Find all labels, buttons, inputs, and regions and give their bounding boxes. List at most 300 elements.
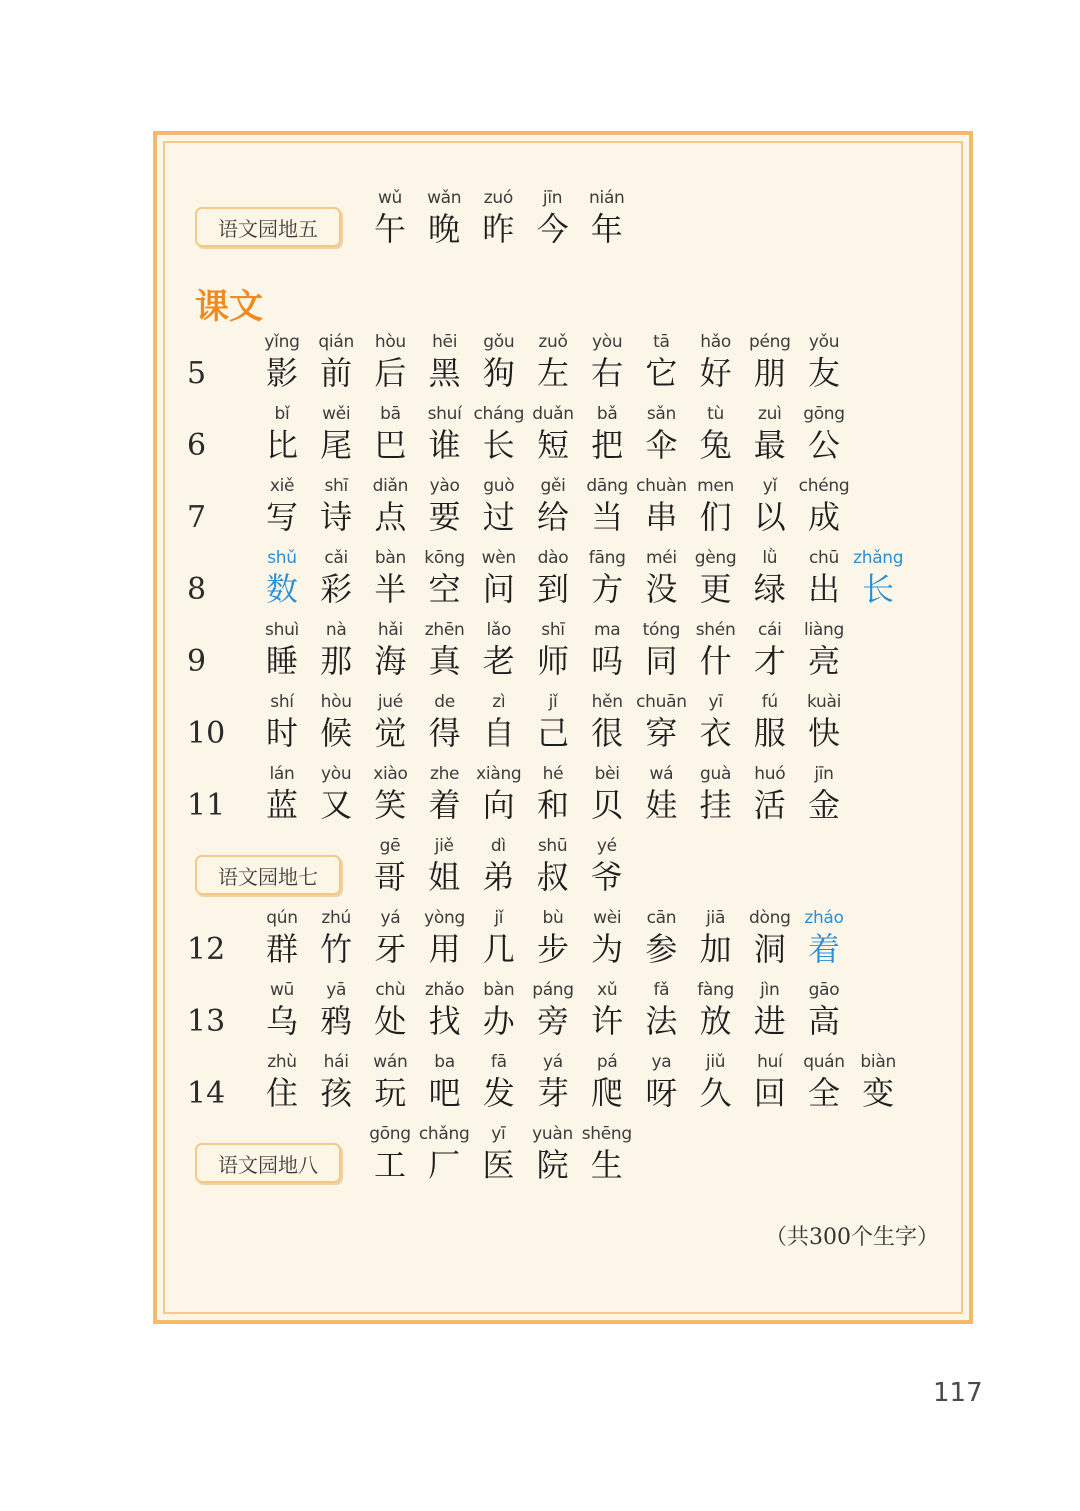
unit-row	[157, 1123, 969, 1185]
character-cell	[526, 763, 580, 825]
hanzi: 候	[320, 714, 353, 752]
character-cell	[363, 979, 417, 1041]
hanzi: 过	[482, 498, 515, 536]
hanzi: 贝	[591, 786, 624, 824]
character-cell	[309, 331, 363, 393]
pinyin: hòu	[374, 332, 406, 352]
character-cell	[743, 403, 797, 465]
character-cell	[418, 691, 472, 753]
hanzi: 亮	[807, 642, 840, 680]
pinyin: shí	[270, 692, 294, 712]
hanzi: 半	[374, 570, 407, 608]
hanzi: 今	[536, 210, 569, 248]
hanzi: 长	[862, 570, 895, 608]
hanzi: 向	[482, 786, 515, 824]
hanzi: 那	[320, 642, 353, 680]
pinyin: huí	[757, 1052, 783, 1072]
lesson-number: 7	[187, 500, 207, 535]
hanzi: 彩	[320, 570, 353, 608]
character-cell	[689, 907, 743, 969]
hanzi: 后	[374, 354, 407, 392]
hanzi: 晚	[428, 210, 461, 248]
pinyin: wán	[373, 1052, 408, 1072]
hanzi: 服	[753, 714, 786, 752]
pinyin: yǐng	[264, 332, 300, 352]
hanzi: 方	[591, 570, 624, 608]
character-cell	[418, 979, 472, 1041]
hanzi: 法	[645, 1002, 678, 1040]
pinyin: wá	[649, 764, 674, 784]
hanzi: 乌	[265, 1002, 298, 1040]
character-list-panel	[153, 131, 973, 1324]
hanzi: 伞	[645, 426, 678, 464]
pinyin: chéng	[798, 476, 850, 496]
character-cell	[689, 619, 743, 681]
hanzi: 海	[374, 642, 407, 680]
pinyin: shū	[537, 836, 568, 856]
character-cell	[634, 475, 688, 537]
character-cell	[797, 763, 851, 825]
hanzi: 弟	[482, 858, 515, 896]
hanzi: 真	[428, 642, 461, 680]
character-cell	[418, 1051, 472, 1113]
lesson-row	[157, 331, 969, 393]
character-cell	[363, 619, 417, 681]
pinyin: qún	[266, 908, 298, 928]
hanzi: 要	[428, 498, 461, 536]
pinyin: cái	[758, 620, 782, 640]
pinyin: bàn	[374, 548, 406, 568]
pinyin: páng	[532, 980, 574, 1000]
character-cell	[851, 1051, 905, 1113]
hanzi: 没	[645, 570, 678, 608]
hanzi: 点	[374, 498, 407, 536]
character-cell	[851, 547, 905, 609]
hanzi: 牙	[374, 930, 407, 968]
hanzi: 哥	[373, 858, 406, 896]
pinyin: chuān	[636, 692, 687, 712]
character-cell	[797, 475, 851, 537]
character-cell	[689, 403, 743, 465]
pinyin: gē	[379, 836, 401, 856]
pinyin: yā	[326, 980, 347, 1000]
pinyin: quán	[803, 1052, 845, 1072]
pinyin: bǐ	[274, 404, 290, 424]
pinyin: xiě	[269, 476, 295, 496]
hanzi: 蓝	[265, 786, 298, 824]
pinyin: lán	[269, 764, 295, 784]
hanzi: 孩	[320, 1074, 353, 1112]
character-cell	[634, 1051, 688, 1113]
pinyin: zuì	[758, 404, 782, 424]
hanzi: 芽	[536, 1074, 569, 1112]
character-cell	[526, 1051, 580, 1113]
pinyin: jiā	[706, 908, 726, 928]
pinyin: zháo	[804, 908, 844, 928]
character-cell	[363, 331, 417, 393]
pinyin: gōng	[803, 404, 845, 424]
hanzi: 数	[265, 570, 298, 608]
pinyin: tù	[707, 404, 725, 424]
character-cell	[255, 691, 309, 753]
pinyin: dào	[537, 548, 569, 568]
lesson-row	[157, 475, 969, 537]
pinyin: zuó	[483, 188, 513, 208]
hanzi: 工	[373, 1146, 406, 1184]
pinyin: péng	[748, 332, 791, 352]
hanzi: 很	[591, 714, 624, 752]
character-cell	[797, 907, 851, 969]
hanzi: 吗	[591, 642, 624, 680]
character-cell	[255, 619, 309, 681]
character-cell	[526, 187, 580, 249]
character-cell	[526, 475, 580, 537]
hanzi: 空	[428, 570, 461, 608]
pinyin: sǎn	[646, 404, 676, 424]
hanzi: 爬	[591, 1074, 624, 1112]
pinyin: ma	[593, 620, 621, 640]
pinyin: xǔ	[597, 980, 618, 1000]
pinyin: yǒu	[808, 332, 840, 352]
character-cell	[689, 979, 743, 1041]
character-cell	[580, 475, 634, 537]
character-cell	[797, 403, 851, 465]
unit-row	[157, 835, 969, 897]
character-cell	[309, 979, 363, 1041]
character-cell	[472, 691, 526, 753]
character-cell	[580, 1051, 634, 1113]
character-cell	[526, 835, 580, 897]
hanzi: 全	[807, 1074, 840, 1112]
hanzi: 群	[265, 930, 298, 968]
pinyin: wǎn	[427, 188, 462, 208]
pinyin: hòu	[320, 692, 352, 712]
unit-label: 语文园地八	[195, 1143, 341, 1183]
pinyin: hǎi	[377, 620, 403, 640]
character-cell	[689, 691, 743, 753]
character-cell	[526, 1123, 580, 1185]
hanzi: 厂	[428, 1146, 461, 1184]
hanzi: 办	[482, 1002, 515, 1040]
pinyin: yòu	[321, 764, 352, 784]
pinyin: cān	[646, 908, 677, 928]
hanzi: 着	[428, 786, 461, 824]
pinyin: gōng	[369, 1124, 411, 1144]
hanzi: 觉	[374, 714, 407, 752]
pinyin: zì	[492, 692, 506, 712]
pinyin: yòu	[592, 332, 623, 352]
hanzi: 问	[482, 570, 515, 608]
pinyin: tā	[653, 332, 670, 352]
pinyin: yī	[708, 692, 723, 712]
hanzi: 进	[753, 1002, 786, 1040]
pinyin: gǒu	[483, 332, 515, 352]
character-cell	[526, 907, 580, 969]
character-cell	[309, 907, 363, 969]
hanzi: 给	[536, 498, 569, 536]
hanzi: 睡	[265, 642, 298, 680]
hanzi: 金	[807, 786, 840, 824]
lesson-row	[157, 547, 969, 609]
character-cell	[363, 547, 417, 609]
character-cell	[471, 187, 525, 249]
hanzi: 院	[536, 1146, 569, 1184]
hanzi: 旁	[536, 1002, 569, 1040]
pinyin: shuí	[427, 404, 462, 424]
pinyin: wèi	[593, 908, 622, 928]
character-cell	[472, 547, 526, 609]
hanzi: 快	[807, 714, 840, 752]
character-cell	[472, 763, 526, 825]
hanzi: 黑	[428, 354, 461, 392]
hanzi: 参	[645, 930, 678, 968]
character-cell	[634, 403, 688, 465]
hanzi: 它	[645, 354, 678, 392]
character-cell	[580, 907, 634, 969]
character-cell	[797, 691, 851, 753]
character-cell	[309, 403, 363, 465]
character-cell	[363, 835, 417, 897]
pinyin: zhǎng	[853, 548, 904, 568]
pinyin: wèn	[481, 548, 516, 568]
lesson-row	[157, 619, 969, 681]
pinyin: xiào	[373, 764, 408, 784]
hanzi: 到	[536, 570, 569, 608]
page-number: 117	[933, 1378, 983, 1408]
lesson-row	[157, 763, 969, 825]
character-cell	[743, 547, 797, 609]
hanzi: 为	[591, 930, 624, 968]
hanzi: 叔	[536, 858, 569, 896]
hanzi: 昨	[482, 210, 515, 248]
pinyin: fǎ	[653, 980, 670, 1000]
hanzi: 写	[265, 498, 298, 536]
hanzi: 左	[536, 354, 569, 392]
hanzi: 前	[320, 354, 353, 392]
character-cell	[418, 475, 472, 537]
pinyin: kuài	[806, 692, 842, 712]
character-cell	[689, 475, 743, 537]
pinyin: qián	[318, 332, 354, 352]
hanzi: 比	[265, 426, 298, 464]
character-cell	[797, 331, 851, 393]
hanzi: 爷	[590, 858, 623, 896]
hanzi: 尾	[320, 426, 353, 464]
hanzi: 步	[536, 930, 569, 968]
pinyin: tóng	[642, 620, 681, 640]
pinyin: nián	[589, 188, 625, 208]
hanzi: 巴	[374, 426, 407, 464]
hanzi: 当	[591, 498, 624, 536]
character-cell	[526, 691, 580, 753]
pinyin: chuàn	[636, 476, 687, 496]
hanzi: 们	[699, 498, 732, 536]
pinyin: wū	[269, 980, 295, 1000]
character-cell	[634, 547, 688, 609]
character-cell	[743, 1051, 797, 1113]
character-cell	[255, 331, 309, 393]
character-cell	[472, 403, 526, 465]
pinyin: bàn	[483, 980, 515, 1000]
hanzi: 姐	[428, 858, 461, 896]
character-cell	[743, 619, 797, 681]
hanzi: 右	[591, 354, 624, 392]
character-cell	[580, 619, 634, 681]
pinyin: fú	[761, 692, 778, 712]
pinyin: zuǒ	[538, 332, 568, 352]
character-cell	[309, 547, 363, 609]
hanzi: 洞	[753, 930, 786, 968]
hanzi: 又	[320, 786, 353, 824]
character-cell	[580, 763, 634, 825]
hanzi: 友	[807, 354, 840, 392]
pinyin: shuì	[265, 620, 299, 640]
hanzi: 公	[807, 426, 840, 464]
character-cell	[472, 1051, 526, 1113]
hanzi: 短	[536, 426, 569, 464]
lesson-number: 13	[187, 1004, 226, 1039]
hanzi: 处	[374, 1002, 407, 1040]
pinyin: yuàn	[532, 1124, 573, 1144]
hanzi: 久	[699, 1074, 732, 1112]
character-cell	[255, 763, 309, 825]
hanzi: 最	[753, 426, 786, 464]
character-cell	[689, 331, 743, 393]
pinyin: ba	[434, 1052, 455, 1072]
pinyin: hái	[323, 1052, 349, 1072]
pinyin: bā	[380, 404, 401, 424]
hanzi: 兔	[699, 426, 732, 464]
pinyin: nà	[325, 620, 347, 640]
pinyin: jué	[377, 692, 403, 712]
pinyin: wěi	[322, 404, 351, 424]
character-cell	[634, 763, 688, 825]
lesson-row	[157, 691, 969, 753]
pinyin: shī	[324, 476, 348, 496]
lesson-number: 8	[187, 572, 207, 607]
character-cell	[363, 187, 417, 249]
pinyin: men	[697, 476, 735, 496]
hanzi: 串	[645, 498, 678, 536]
character-cell	[472, 979, 526, 1041]
pinyin: gāo	[808, 980, 840, 1000]
character-cell	[797, 547, 851, 609]
pinyin: lǎo	[486, 620, 512, 640]
character-cell	[363, 907, 417, 969]
hanzi: 同	[645, 642, 678, 680]
pinyin: cǎi	[324, 548, 348, 568]
hanzi: 自	[482, 714, 515, 752]
character-cell	[580, 331, 634, 393]
pinyin: hēi	[432, 332, 458, 352]
character-cell	[418, 619, 472, 681]
pinyin: bǎ	[596, 404, 618, 424]
pinyin: jìn	[760, 980, 780, 1000]
hanzi: 医	[482, 1146, 515, 1184]
hanzi: 吧	[428, 1074, 461, 1112]
character-cell	[743, 763, 797, 825]
pinyin: shī	[541, 620, 565, 640]
character-cell	[743, 907, 797, 969]
character-cell	[363, 475, 417, 537]
character-cell	[580, 187, 634, 249]
pinyin: diǎn	[372, 476, 409, 496]
pinyin: lǜ	[762, 548, 778, 568]
hanzi: 着	[807, 930, 840, 968]
character-cell	[526, 619, 580, 681]
character-cell	[580, 1123, 634, 1185]
character-cell	[309, 1051, 363, 1113]
character-cell	[689, 763, 743, 825]
pinyin: jīn	[814, 764, 834, 784]
pinyin: fāng	[588, 548, 626, 568]
pinyin: chū	[809, 548, 839, 568]
pinyin: fā	[490, 1052, 507, 1072]
lesson-number: 12	[187, 932, 226, 967]
character-cell	[580, 547, 634, 609]
pinyin: chù	[375, 980, 406, 1000]
hanzi: 把	[591, 426, 624, 464]
character-cell	[526, 403, 580, 465]
hanzi: 得	[428, 714, 461, 752]
lesson-row	[157, 979, 969, 1041]
character-cell	[418, 403, 472, 465]
lesson-number: 10	[187, 716, 226, 751]
pinyin: shēng	[581, 1124, 632, 1144]
section-title: 课文	[195, 287, 263, 327]
pinyin: jǐ	[494, 908, 504, 928]
character-cell	[309, 691, 363, 753]
character-cell	[634, 979, 688, 1041]
pinyin: yào	[429, 476, 460, 496]
character-cell	[526, 331, 580, 393]
hanzi: 用	[428, 930, 461, 968]
character-cell	[580, 403, 634, 465]
character-cell	[797, 1051, 851, 1113]
hanzi: 成	[807, 498, 840, 536]
pinyin: zhe	[429, 764, 460, 784]
character-cell	[363, 1123, 417, 1185]
hanzi: 找	[428, 1002, 461, 1040]
character-cell	[580, 835, 634, 897]
pinyin: bèi	[594, 764, 620, 784]
hanzi: 呀	[645, 1074, 678, 1112]
hanzi: 时	[265, 714, 298, 752]
character-cell	[418, 907, 472, 969]
pinyin: yá	[380, 908, 401, 928]
hanzi: 玩	[374, 1074, 407, 1112]
hanzi: 师	[536, 642, 569, 680]
pinyin: dì	[490, 836, 506, 856]
lesson-number: 11	[187, 788, 226, 823]
character-cell	[797, 619, 851, 681]
pinyin: zhēn	[424, 620, 465, 640]
character-cell	[418, 331, 472, 393]
hanzi: 回	[753, 1074, 786, 1112]
unit-row	[157, 187, 969, 249]
hanzi: 许	[591, 1002, 624, 1040]
pinyin: yī	[491, 1124, 506, 1144]
character-cell	[417, 835, 471, 897]
lesson-number: 9	[187, 644, 207, 679]
hanzi: 出	[807, 570, 840, 608]
pinyin: zhú	[321, 908, 351, 928]
hanzi: 加	[699, 930, 732, 968]
hanzi: 老	[482, 642, 515, 680]
character-cell	[743, 475, 797, 537]
hanzi: 衣	[699, 714, 732, 752]
pinyin: pá	[596, 1052, 618, 1072]
